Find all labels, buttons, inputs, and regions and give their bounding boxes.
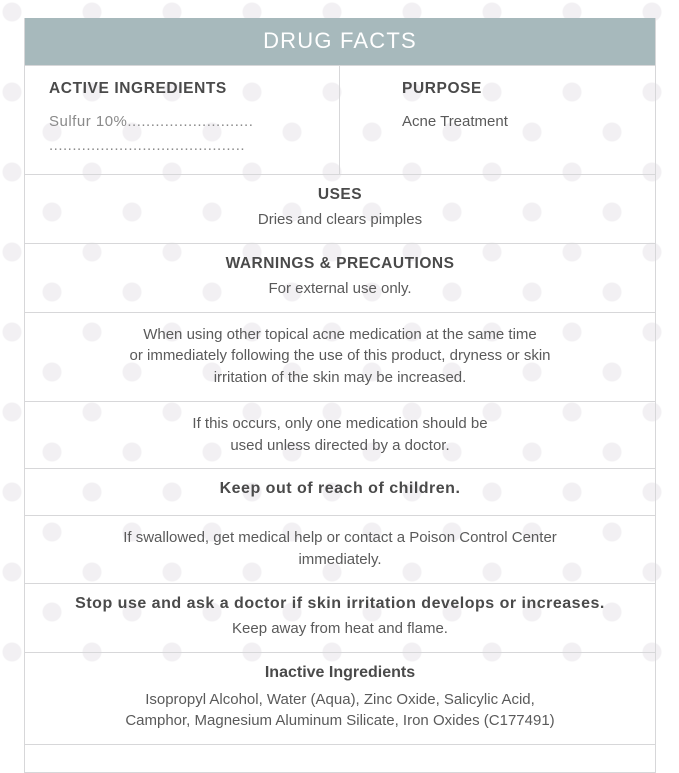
children-text-row xyxy=(25,515,655,583)
children-line-1: If swallowed, get medical help or contact a Poison Control Center xyxy=(123,529,557,547)
stop-use-row xyxy=(25,583,655,652)
stop-use-heading: Stop use and ask a doctor if skin irritation develops or increases. xyxy=(75,594,605,612)
active-ingredients-row xyxy=(25,65,655,174)
occurrence-line-2: used unless directed by a doctor. xyxy=(230,436,450,454)
purpose-value: Acne Treatment xyxy=(402,113,508,130)
interaction-line-1: When using other topical acne medication at the same time xyxy=(143,325,537,343)
children-line-2: immediately. xyxy=(298,551,382,568)
inactive-ingredients-line-2: Camphor, Magnesium Aluminum Silicate, Iron Oxides (C177491) xyxy=(125,712,555,730)
active-ingredients-heading: ACTIVE INGREDIENTS xyxy=(49,80,227,97)
occurrence-row xyxy=(25,401,655,469)
active-ingredients-line-2: .......................................... xyxy=(49,137,246,154)
panel-title: DRUG FACTS xyxy=(25,18,655,65)
active-ingredients-cell xyxy=(25,66,340,174)
children-heading-row xyxy=(25,468,655,515)
uses-row xyxy=(25,174,655,243)
uses-heading: USES xyxy=(317,186,363,203)
warnings-text: For external use only. xyxy=(268,279,412,297)
active-ingredients-line-1: Sulfur 10%........................... xyxy=(49,113,254,130)
purpose-heading: PURPOSE xyxy=(402,80,482,97)
inactive-ingredients-line-1: Isopropyl Alcohol, Water (Aqua), Zinc Oxide, Salicylic Acid, xyxy=(145,690,535,708)
inactive-ingredients-heading: Inactive Ingredients xyxy=(264,663,416,681)
interaction-row xyxy=(25,312,655,401)
panel-footer-spacer xyxy=(25,744,655,772)
warnings-heading: WARNINGS & PRECAUTIONS xyxy=(225,254,455,272)
warnings-row xyxy=(25,243,655,312)
drug-facts-panel xyxy=(24,18,656,773)
interaction-line-2: or immediately following the use of this product, dryness or skin xyxy=(129,347,551,365)
inactive-ingredients-row xyxy=(25,652,655,745)
interaction-line-3: irritation of the skin may be increased. xyxy=(213,369,467,386)
purpose-cell xyxy=(340,66,655,174)
uses-text: Dries and clears pimples xyxy=(257,211,423,228)
occurrence-line-1: If this occurs, only one medication should be xyxy=(192,414,488,432)
children-heading: Keep out of reach of children. xyxy=(219,480,461,498)
stop-use-text: Keep away from heat and flame. xyxy=(232,619,448,637)
